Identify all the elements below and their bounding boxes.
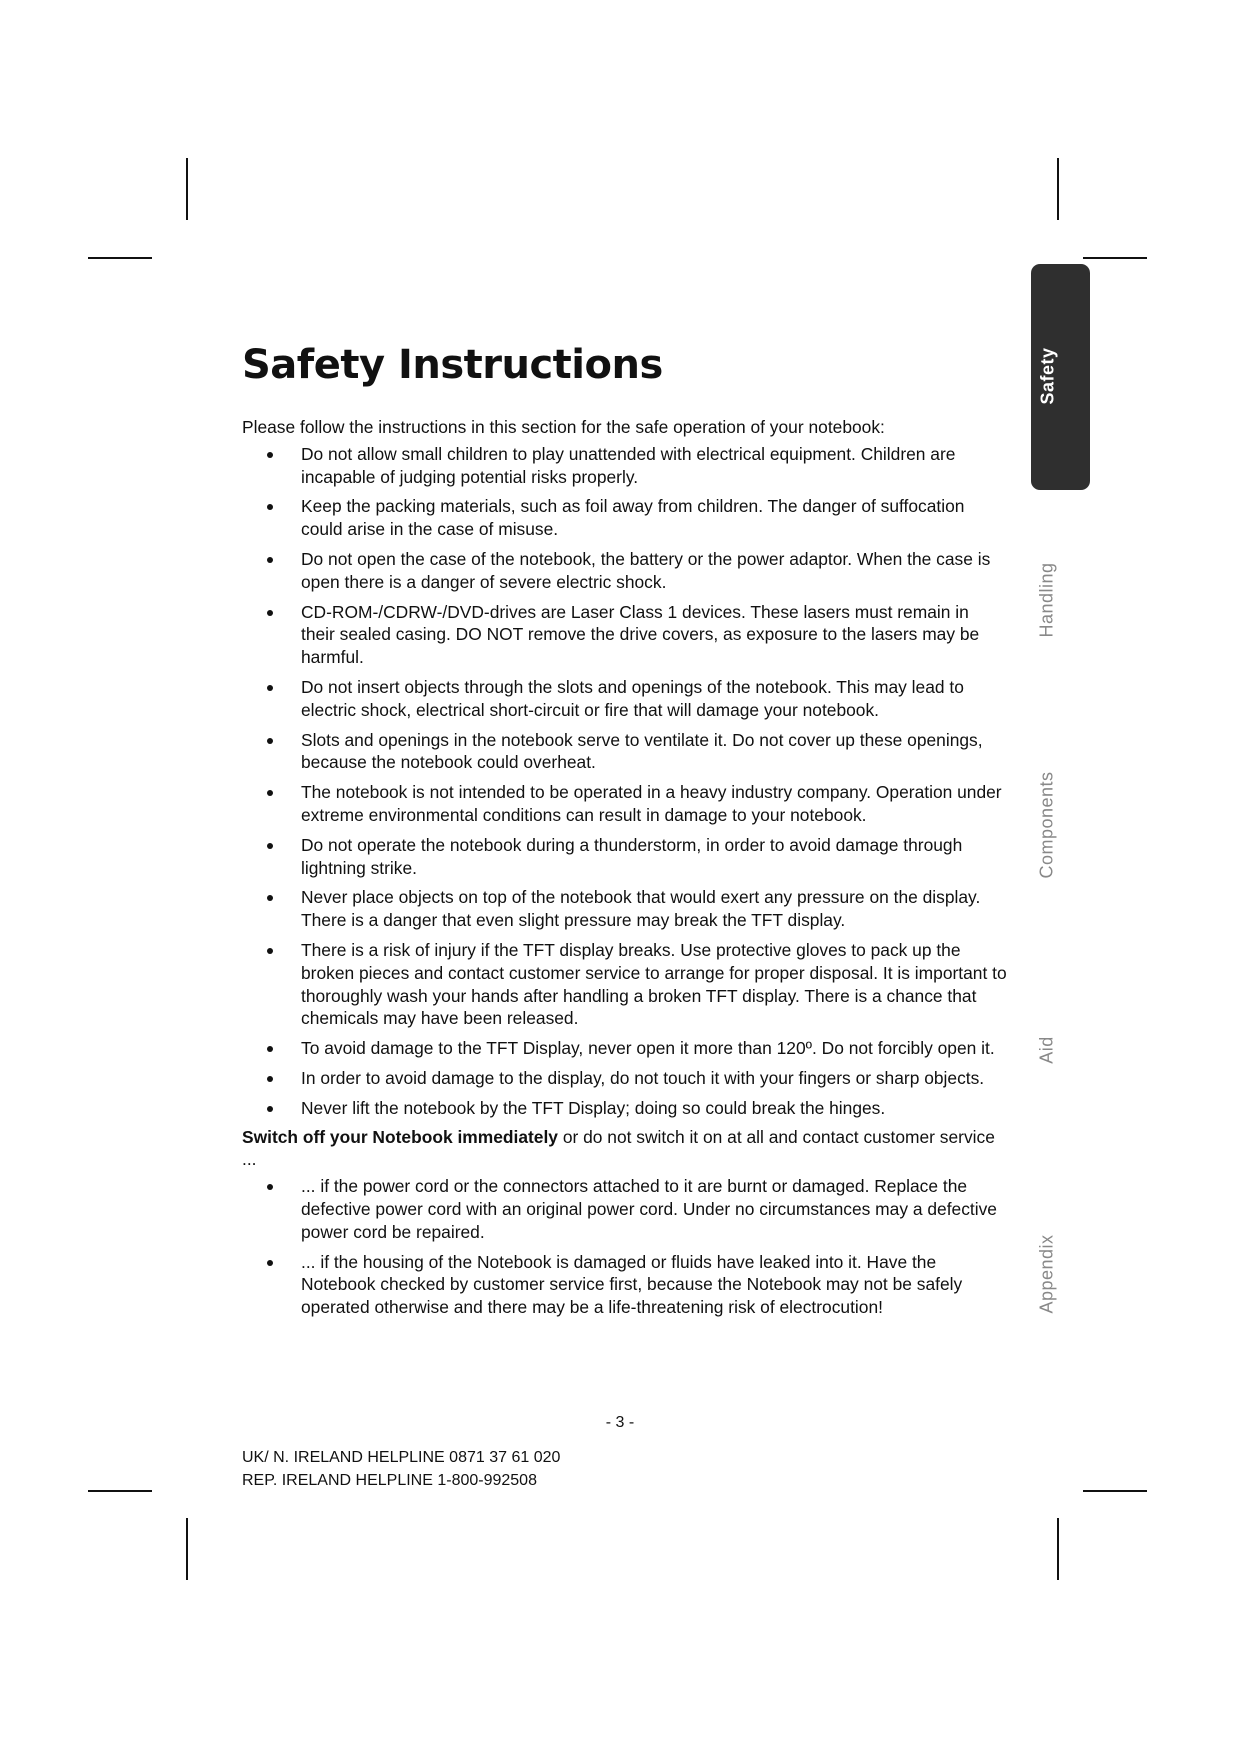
helpline-uk: UK/ N. IRELAND HELPLINE 0871 37 61 020 — [242, 1449, 561, 1466]
bullet-icon — [267, 1076, 273, 1082]
list-item-text: ... if the power cord or the connectors attached to it are burnt or damaged. Replace the defective power cord with an original power cord. Under no circumstances may a defective power cord be repaired. — [301, 1176, 997, 1242]
list-item — [301, 729, 1007, 775]
list-item — [301, 886, 1007, 932]
tab-handling[interactable]: Handling — [1036, 562, 1057, 638]
bullet-icon — [267, 1106, 273, 1112]
list-item-text: Never lift the notebook by the TFT Display; doing so could break the hinges. — [301, 1097, 886, 1118]
list-item-text: Do not operate the notebook during a thunderstorm, in order to avoid damage through lightning strike. — [301, 834, 963, 878]
bullet-icon — [267, 557, 273, 563]
list-item — [301, 548, 1007, 594]
bullet-icon — [267, 452, 273, 458]
tab-appendix[interactable]: Appendix — [1036, 1234, 1057, 1314]
list-item — [301, 1067, 1007, 1090]
list-item-text: To avoid damage to the TFT Display, never open it more than 120º. Do not forcibly open it. — [301, 1038, 995, 1059]
list-item-text: Do not allow small children to play unattended with electrical equipment. Children are incapable of judging potential risks properly. — [301, 443, 956, 487]
bullet-icon — [267, 948, 273, 954]
intro-paragraph: Please follow the instructions in this section for the safe operation of your notebook: — [242, 417, 885, 437]
helpline-footer — [242, 1446, 560, 1492]
bullet-icon — [267, 1260, 273, 1266]
safety-list — [242, 443, 1007, 1120]
tab-safety-label[interactable]: Safety — [1037, 347, 1058, 405]
switch-off-emphasis: Switch off your Notebook immediately — [242, 1126, 558, 1147]
switch-off-list — [242, 1175, 1007, 1319]
list-item-text: There is a risk of injury if the TFT display breaks. Use protective gloves to pack up the broken pieces and contact customer service to arrange for proper disposal. It is important to thoroughly wash your hands after handling a broken TFT display. There is a chance that chemicals may have been released. — [301, 939, 1007, 1029]
crop-mark — [1083, 1490, 1147, 1492]
bullet-icon — [267, 895, 273, 901]
list-item — [301, 1175, 1007, 1243]
list-item — [301, 1251, 1007, 1319]
list-item-text: ... if the housing of the Notebook is damaged or fluids have leaked into it. Have the Notebook checked by customer service first, because the Notebook may not be safely operated otherwise and there may be a life-threatening risk of electrocution! — [301, 1251, 963, 1318]
switch-off-text: or do not switch it on at all and contact customer service ... — [242, 1126, 995, 1170]
helpline-ireland: REP. IRELAND HELPLINE 1-800-992508 — [242, 1472, 537, 1489]
crop-mark — [88, 1490, 152, 1492]
list-item — [301, 1037, 1007, 1060]
list-item — [301, 443, 1007, 489]
list-item-text: Keep the packing materials, such as foil away from children. The danger of suffocation could arise in the case of misuse. — [301, 496, 965, 540]
list-item — [301, 1097, 1007, 1120]
bullet-icon — [267, 610, 273, 616]
list-item-text: Never place objects on top of the notebook that would exert any pressure on the display. There is a danger that even slight pressure may break the TFT display. — [301, 887, 981, 931]
bullet-icon — [267, 1046, 273, 1052]
switch-off-paragraph — [242, 1126, 1007, 1172]
list-item-text: Do not open the case of the notebook, the battery or the power adaptor. When the case is open there is a danger of severe electric shock. — [301, 548, 991, 592]
list-item — [301, 495, 1007, 541]
list-item — [301, 781, 1007, 827]
list-item — [301, 939, 1007, 1030]
bullet-icon — [267, 504, 273, 510]
crop-mark — [186, 158, 188, 220]
list-item-text: Slots and openings in the notebook serve to ventilate it. Do not cover up these openings, because the notebook could overheat. — [301, 729, 983, 773]
list-item-text: The notebook is not intended to be operated in a heavy industry company. Operation under extreme environmental conditions can result in damage to your notebook. — [301, 782, 1002, 825]
bullet-icon — [267, 1184, 273, 1190]
tab-components[interactable]: Components — [1036, 771, 1057, 879]
page-title: Safety Instructions — [242, 342, 663, 388]
bullet-icon — [267, 790, 273, 796]
list-item — [301, 601, 1007, 669]
bullet-icon — [267, 738, 273, 744]
tab-aid[interactable]: Aid — [1036, 1036, 1057, 1064]
list-item-text: In order to avoid damage to the display, do not touch it with your fingers or sharp objects. — [301, 1067, 985, 1088]
bullet-icon — [267, 685, 273, 691]
crop-mark — [88, 257, 152, 259]
crop-mark — [186, 1518, 188, 1580]
crop-mark — [1057, 158, 1059, 220]
main-content — [242, 416, 1007, 1325]
crop-mark — [1057, 1518, 1059, 1580]
page-number: - 3 - — [605, 1414, 635, 1431]
bullet-icon — [267, 843, 273, 849]
list-item — [301, 834, 1007, 880]
list-item — [301, 676, 1007, 722]
list-item-text: CD-ROM-/CDRW-/DVD-drives are Laser Class 1 devices. These lasers must remain in their sealed casing. DO NOT remove the drive covers, as exposure to the lasers may be harmful. — [301, 601, 980, 668]
crop-mark — [1083, 257, 1147, 259]
list-item-text: Do not insert objects through the slots and openings of the notebook. This may lead to electric shock, electrical short-circuit or fire that will damage your notebook. — [301, 676, 964, 720]
